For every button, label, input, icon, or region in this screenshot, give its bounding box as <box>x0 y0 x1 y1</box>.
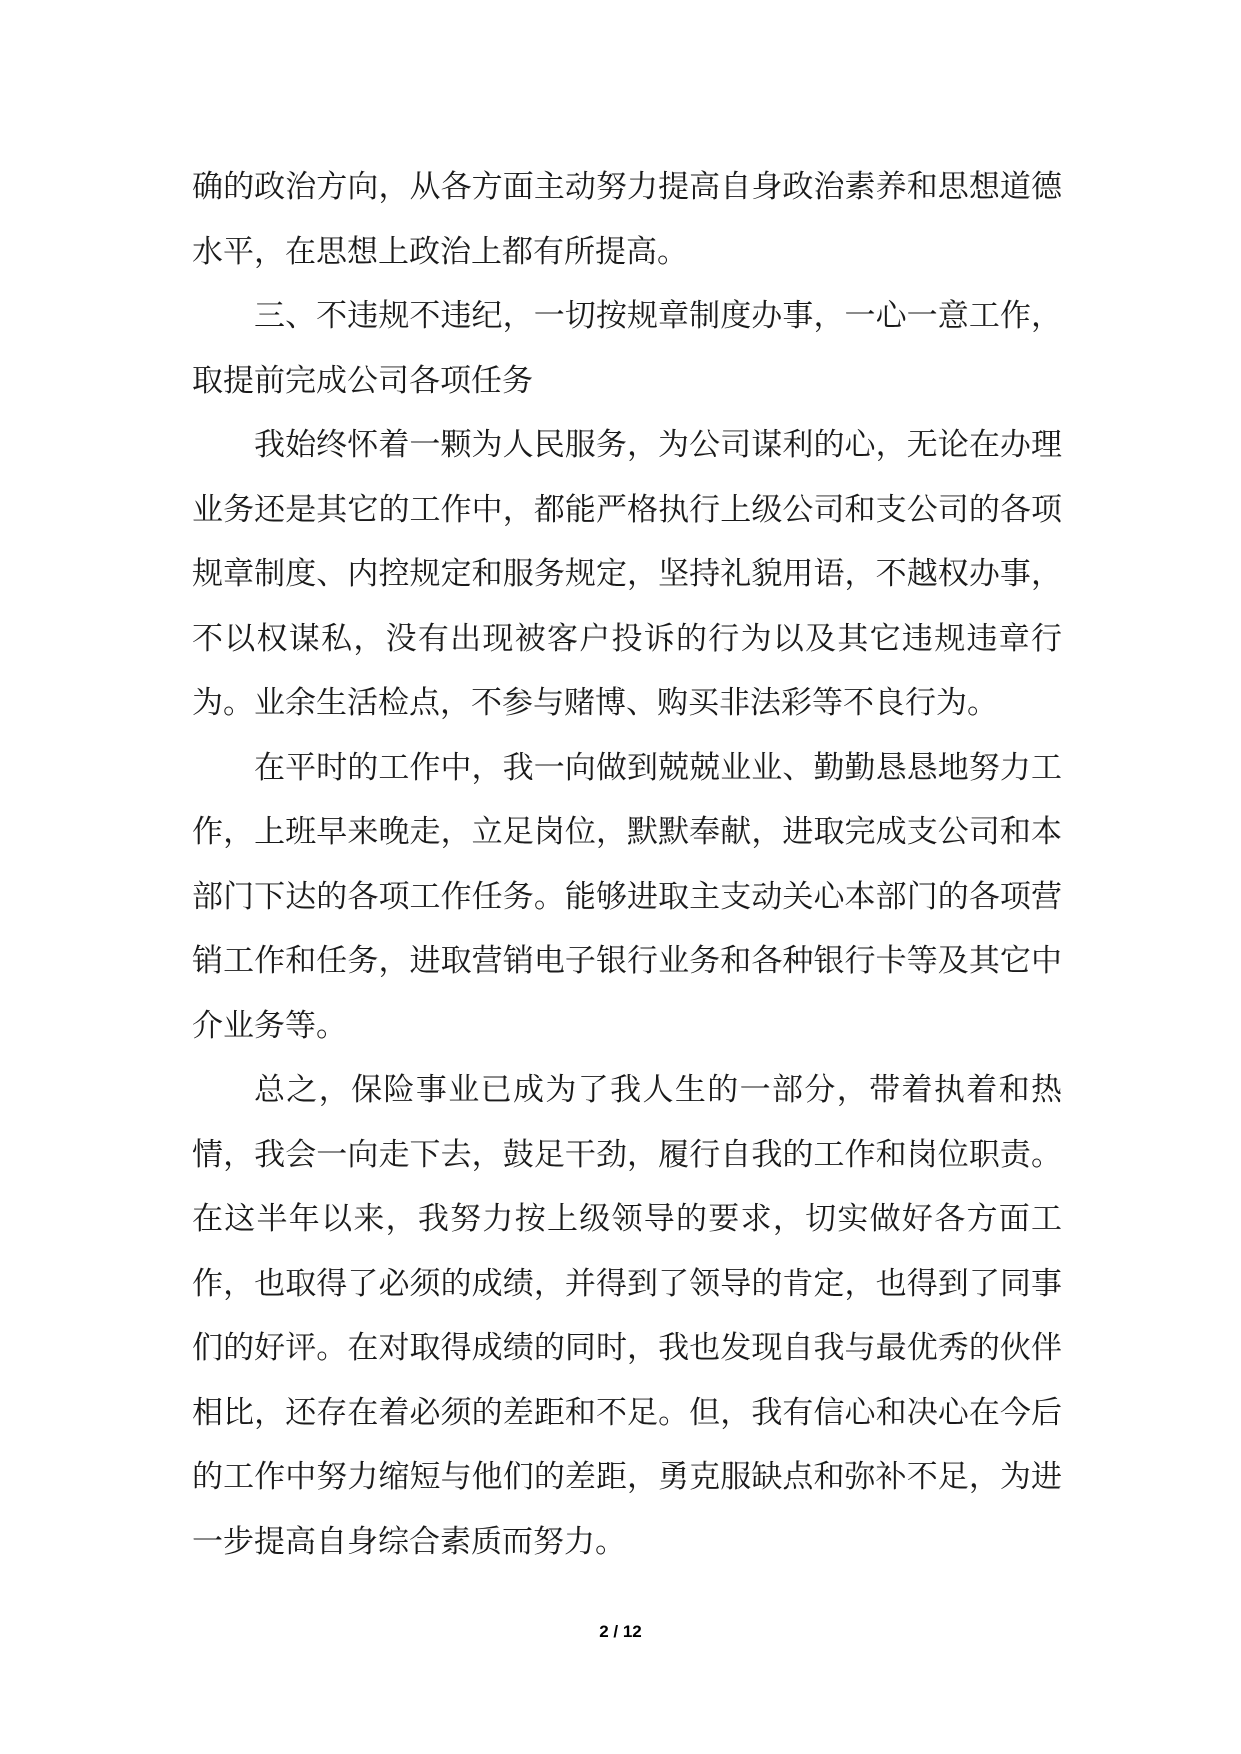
document-body <box>192 155 1062 1574</box>
page-number: 2 / 12 <box>599 1622 642 1641</box>
paragraph-1: 确的政治方向，从各方面主动努力提高自身政治素养和思想道德水平，在思想上政治上都有所提高。 <box>192 169 1062 270</box>
paragraph-4: 在平时的工作中，我一向做到兢兢业业、勤勤恳恳地努力工作，上班早来晚走，立足岗位，默默奉献，进取完成支公司和本部门下达的各项工作任务。能够进取主支动关心本部门的各项营销工作和任务，进取营销电子银行业务和各种银行卡等及其它中介业务等。 <box>192 749 1062 1044</box>
paragraph-2-heading: 三、不违规不违纪，一切按规章制度办事，一心一意工作，取提前完成公司各项任务 <box>192 298 1062 399</box>
paragraph-3: 我始终怀着一颗为人民服务，为公司谋利的心，无论在办理业务还是其它的工作中，都能严格执行上级公司和支公司的各项规章制度、内控规定和服务规定，坚持礼貌用语，不越权办事，不以权谋私，没有出现被客户投诉的行为以及其它违规违章行为。业余生活检点，不参与赌博、购买非法彩等不良行为。 <box>192 427 1062 721</box>
paragraph-5: 总之，保险事业已成为了我人生的一部分，带着执着和热情，我会一向走下去，鼓足干劲，履行自我的工作和岗位职责。在这半年以来，我努力按上级领导的要求，切实做好各方面工作，也取得了必须的成绩，并得到了领导的肯定，也得到了同事们的好评。在对取得成绩的同时，我也发现自我与最优秀的伙伴相比，还存在着必须的差距和不足。但，我有信心和决心在今后的工作中努力缩短与他们的差距，勇克服缺点和弥补不足，为进一步提高自身综合素质而努力。 <box>192 1072 1062 1560</box>
